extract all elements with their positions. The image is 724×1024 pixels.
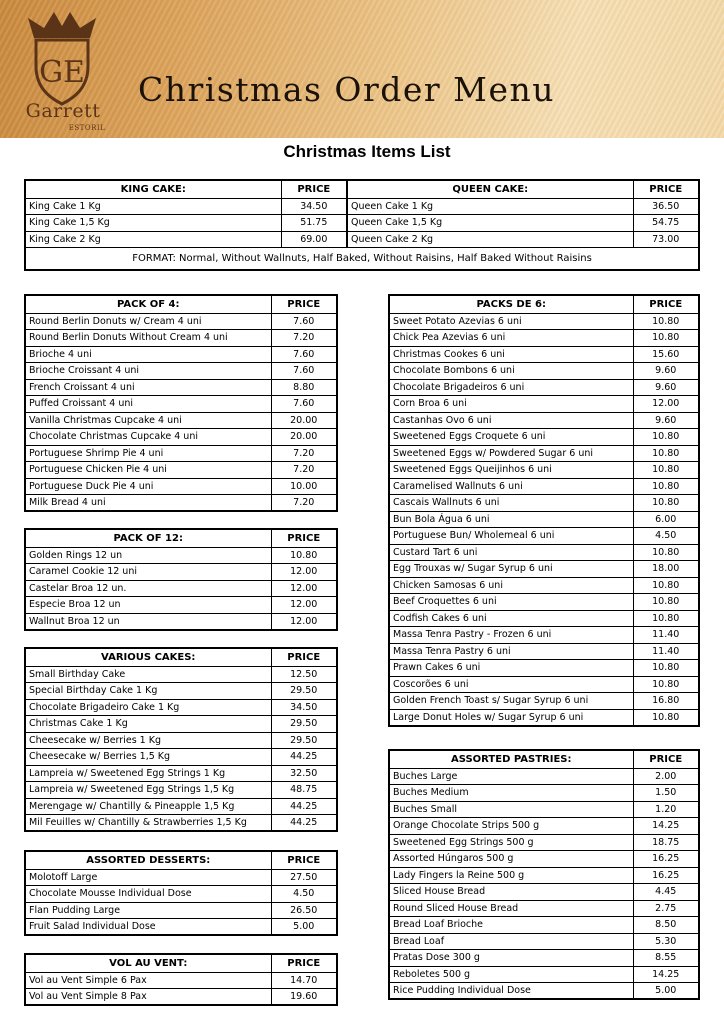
item-name: Cheesecake w/ Berries 1,5 Kg (25, 749, 271, 766)
item-price: 14.70 (271, 972, 337, 989)
item-price: 15.60 (633, 346, 699, 363)
item-price: 10.80 (633, 495, 699, 512)
table-row (25, 902, 337, 919)
item-price: 34.50 (271, 699, 337, 716)
item-price: 16.25 (633, 867, 699, 884)
item-price: 7.20 (271, 445, 337, 462)
table-row (25, 765, 337, 782)
item-name: Merengage w/ Chantilly & Pineapple 1,5 Kg (25, 798, 271, 815)
item-name: Prawn Cakes 6 uni (389, 660, 633, 677)
table-row (389, 660, 699, 677)
item-name: Sweetened Eggs Croquete 6 uni (389, 429, 633, 446)
brand-name: Garrett (25, 100, 101, 122)
item-price: 12.00 (271, 597, 337, 614)
item-price: 12.00 (271, 564, 337, 581)
pack-of-12-table (24, 528, 338, 631)
item-price: 16.25 (633, 851, 699, 868)
item-name: Cascais Wallnuts 6 uni (389, 495, 633, 512)
item-price: 12.00 (633, 396, 699, 413)
item-price: 10.80 (633, 429, 699, 446)
table-row (389, 561, 699, 578)
table-row (389, 933, 699, 950)
item-name: Pratas Dose 300 g (389, 950, 633, 967)
item-price: 27.50 (271, 869, 337, 886)
item-price: 26.50 (271, 902, 337, 919)
item-price: 7.20 (271, 462, 337, 479)
item-name: Assorted Húngaros 500 g (389, 851, 633, 868)
table-row (389, 785, 699, 802)
item-price: 10.80 (633, 594, 699, 611)
table-row (389, 379, 699, 396)
item-name: Small Birthday Cake (25, 666, 271, 683)
table-row (25, 478, 337, 495)
table-row (389, 528, 699, 545)
table-row (389, 478, 699, 495)
item-price: 7.20 (271, 330, 337, 347)
table-row (389, 643, 699, 660)
table-row (25, 231, 699, 248)
table-row (25, 547, 337, 564)
item-name: King Cake 1 Kg (25, 198, 281, 215)
item-price: 2.00 (633, 768, 699, 785)
table-row (25, 869, 337, 886)
item-price: 20.00 (271, 412, 337, 429)
item-name: King Cake 2 Kg (25, 231, 281, 248)
item-name: Chicken Samosas 6 uni (389, 577, 633, 594)
item-name: Fruit Salad Individual Dose (25, 919, 271, 936)
table-row (389, 676, 699, 693)
item-name: Chocolate Christmas Cupcake 4 uni (25, 429, 271, 446)
item-price: 7.20 (271, 495, 337, 512)
item-name: Sweet Potato Azevias 6 uni (389, 313, 633, 330)
table-row (389, 577, 699, 594)
item-price: 54.75 (633, 215, 699, 232)
table-row (25, 613, 337, 630)
item-name: Buches Large (389, 768, 633, 785)
section-header: PACKS DE 6: (389, 295, 633, 313)
table-row (25, 919, 337, 936)
table-row (25, 429, 337, 446)
item-name: Queen Cake 1,5 Kg (347, 215, 633, 232)
table-row (389, 396, 699, 413)
table-row (25, 989, 337, 1006)
table-row (389, 610, 699, 627)
item-name: Round Berlin Donuts w/ Cream 4 uni (25, 313, 271, 330)
item-price: 10.80 (633, 610, 699, 627)
item-price: 44.25 (271, 798, 337, 815)
section-header: ASSORTED DESSERTS: (25, 851, 271, 869)
item-name: Brioche 4 uni (25, 346, 271, 363)
section-header: VARIOUS CAKES: (25, 648, 271, 666)
item-price: 20.00 (271, 429, 337, 446)
item-name: Codfish Cakes 6 uni (389, 610, 633, 627)
table-row (25, 683, 337, 700)
item-name: Milk Bread 4 uni (25, 495, 271, 512)
section-header: PACK OF 4: (25, 295, 271, 313)
item-name: Coscorões 6 uni (389, 676, 633, 693)
item-price: 29.50 (271, 732, 337, 749)
pack-of-4-table (24, 294, 338, 512)
price-header: PRICE (633, 180, 699, 198)
item-price: 18.00 (633, 561, 699, 578)
item-name: Chick Pea Azevias 6 uni (389, 330, 633, 347)
item-name: King Cake 1,5 Kg (25, 215, 281, 232)
item-price: 29.50 (271, 716, 337, 733)
crown-icon (14, 8, 110, 108)
format-row (25, 248, 699, 270)
item-name: Vanilla Christmas Cupcake 4 uni (25, 412, 271, 429)
table-row (25, 412, 337, 429)
item-name: Vol au Vent Simple 8 Pax (25, 989, 271, 1006)
various-cakes-table (24, 647, 338, 832)
price-header: PRICE (271, 295, 337, 313)
item-price: 10.80 (633, 577, 699, 594)
item-price: 51.75 (281, 215, 347, 232)
item-price: 10.80 (633, 445, 699, 462)
section-header: PACK OF 12: (25, 529, 271, 547)
item-name: Chocolate Brigadeiro Cake 1 Kg (25, 699, 271, 716)
item-name: Round Sliced House Bread (389, 900, 633, 917)
table-row (25, 716, 337, 733)
item-name: Portuguese Shrimp Pie 4 uni (25, 445, 271, 462)
item-price: 5.00 (633, 983, 699, 1000)
item-price: 8.55 (633, 950, 699, 967)
table-row (389, 917, 699, 934)
item-price: 18.75 (633, 834, 699, 851)
item-name: Brioche Croissant 4 uni (25, 363, 271, 380)
item-name: Chocolate Bombons 6 uni (389, 363, 633, 380)
queen-cake-header: QUEEN CAKE: (347, 180, 633, 198)
vol-au-vent-table (24, 953, 338, 1006)
format-note: FORMAT: Normal, Without Wallnuts, Half Baked, Without Raisins, Half Baked Without Raisins (25, 248, 699, 270)
item-price: 10.80 (633, 676, 699, 693)
table-row (389, 544, 699, 561)
item-price: 48.75 (271, 782, 337, 799)
item-name: Custard Tart 6 uni (389, 544, 633, 561)
table-row (25, 198, 699, 215)
table-row (25, 699, 337, 716)
table-row (25, 666, 337, 683)
table-row (389, 462, 699, 479)
table-row (389, 594, 699, 611)
table-row (25, 732, 337, 749)
item-name: Massa Tenra Pastry 6 uni (389, 643, 633, 660)
item-name: Mil Feuilles w/ Chantilly & Strawberries 1,5 Kg (25, 815, 271, 832)
item-name: Lampreia w/ Sweetened Egg Strings 1,5 Kg (25, 782, 271, 799)
item-price: 9.60 (633, 412, 699, 429)
item-name: Buches Small (389, 801, 633, 818)
item-price: 10.80 (633, 478, 699, 495)
item-price: 5.30 (633, 933, 699, 950)
item-price: 12.00 (271, 613, 337, 630)
item-price: 11.40 (633, 643, 699, 660)
item-name: Queen Cake 2 Kg (347, 231, 633, 248)
item-price: 7.60 (271, 363, 337, 380)
item-name: Sweetened Egg Strings 500 g (389, 834, 633, 851)
section-header: VOL AU VENT: (25, 954, 271, 972)
table-row (389, 983, 699, 1000)
item-price: 10.80 (633, 544, 699, 561)
table-row (25, 798, 337, 815)
item-price: 10.80 (633, 709, 699, 726)
item-price: 4.45 (633, 884, 699, 901)
item-name: Caramelised Wallnuts 6 uni (389, 478, 633, 495)
item-name: Cheesecake w/ Berries 1 Kg (25, 732, 271, 749)
table-row (25, 396, 337, 413)
item-price: 5.00 (271, 919, 337, 936)
table-row (389, 768, 699, 785)
item-name: Portuguese Duck Pie 4 uni (25, 478, 271, 495)
table-row (389, 884, 699, 901)
item-price: 36.50 (633, 198, 699, 215)
item-name: Queen Cake 1 Kg (347, 198, 633, 215)
item-name: Massa Tenra Pastry - Frozen 6 uni (389, 627, 633, 644)
table-row (389, 495, 699, 512)
banner-title: Christmas Order Menu (138, 70, 555, 109)
item-name: Large Donut Holes w/ Sugar Syrup 6 uni (389, 709, 633, 726)
packs-of-6-table (388, 294, 700, 727)
item-name: Lady Fingers la Reine 500 g (389, 867, 633, 884)
item-name: French Croissant 4 uni (25, 379, 271, 396)
item-name: Vol au Vent Simple 6 Pax (25, 972, 271, 989)
table-row (389, 966, 699, 983)
item-price: 10.80 (633, 330, 699, 347)
item-name: Caramel Cookie 12 uni (25, 564, 271, 581)
item-price: 8.80 (271, 379, 337, 396)
item-price: 12.50 (271, 666, 337, 683)
price-header: PRICE (633, 295, 699, 313)
table-row (389, 511, 699, 528)
item-price: 10.80 (633, 462, 699, 479)
item-price: 14.25 (633, 818, 699, 835)
table-row (25, 972, 337, 989)
item-price: 2.75 (633, 900, 699, 917)
svg-text:GE: GE (39, 55, 85, 90)
item-name: Chocolate Mousse Individual Dose (25, 886, 271, 903)
item-price: 10.00 (271, 478, 337, 495)
table-row (389, 801, 699, 818)
item-name: Round Berlin Donuts Without Cream 4 uni (25, 330, 271, 347)
item-name: Special Birthday Cake 1 Kg (25, 683, 271, 700)
item-name: Castanhas Ovo 6 uni (389, 412, 633, 429)
table-row (25, 495, 337, 512)
assorted-desserts-table (24, 850, 338, 936)
table-row (389, 412, 699, 429)
item-price: 16.80 (633, 693, 699, 710)
table-row (389, 363, 699, 380)
item-name: Flan Pudding Large (25, 902, 271, 919)
price-header: PRICE (271, 648, 337, 666)
header-banner (0, 0, 724, 138)
brand-subtitle: ESTORIL (68, 124, 106, 132)
table-row (389, 950, 699, 967)
table-row (25, 782, 337, 799)
item-price: 4.50 (271, 886, 337, 903)
item-name: Puffed Croissant 4 uni (25, 396, 271, 413)
item-name: Castelar Broa 12 un. (25, 580, 271, 597)
item-price: 1.50 (633, 785, 699, 802)
item-name: Bun Bola Água 6 uni (389, 511, 633, 528)
table-row (389, 709, 699, 726)
table-row (389, 834, 699, 851)
table-row (25, 215, 699, 232)
assorted-pastries-table (388, 749, 700, 1000)
item-price: 12.00 (271, 580, 337, 597)
table-row (389, 445, 699, 462)
price-header: PRICE (271, 529, 337, 547)
table-row (389, 900, 699, 917)
king-cake-header: KING CAKE: (25, 180, 281, 198)
item-price: 8.50 (633, 917, 699, 934)
table-row (25, 363, 337, 380)
table-row (389, 346, 699, 363)
item-name: Buches Medium (389, 785, 633, 802)
item-name: Bread Loaf (389, 933, 633, 950)
table-row (25, 462, 337, 479)
item-price: 29.50 (271, 683, 337, 700)
section-header: ASSORTED PASTRIES: (389, 750, 633, 768)
item-name: Sliced House Bread (389, 884, 633, 901)
table-row (25, 313, 337, 330)
price-header: PRICE (271, 954, 337, 972)
table-row (389, 851, 699, 868)
item-name: Beef Croquettes 6 uni (389, 594, 633, 611)
item-price: 9.60 (633, 379, 699, 396)
table-row (389, 867, 699, 884)
table-row (25, 346, 337, 363)
table-row (25, 580, 337, 597)
item-price: 4.50 (633, 528, 699, 545)
item-price: 10.80 (633, 313, 699, 330)
table-row (25, 564, 337, 581)
item-price: 73.00 (633, 231, 699, 248)
item-name: Chocolate Brigadeiros 6 uni (389, 379, 633, 396)
item-name: Christmas Cake 1 Kg (25, 716, 271, 733)
table-row (25, 379, 337, 396)
item-name: Molotoff Large (25, 869, 271, 886)
item-price: 7.60 (271, 346, 337, 363)
price-header: PRICE (271, 851, 337, 869)
item-price: 14.25 (633, 966, 699, 983)
table-row (25, 445, 337, 462)
item-price: 1.20 (633, 801, 699, 818)
table-row (25, 886, 337, 903)
item-name: Wallnut Broa 12 un (25, 613, 271, 630)
table-row (25, 749, 337, 766)
item-name: Orange Chocolate Strips 500 g (389, 818, 633, 835)
table-row (25, 815, 337, 832)
item-name: Portuguese Chicken Pie 4 uni (25, 462, 271, 479)
table-row (389, 818, 699, 835)
item-price: 44.25 (271, 815, 337, 832)
king-queen-table (24, 179, 700, 271)
page-title: Christmas Items List (283, 142, 451, 161)
item-name: Portuguese Bun/ Wholemeal 6 uni (389, 528, 633, 545)
item-name: Golden French Toast s/ Sugar Syrup 6 uni (389, 693, 633, 710)
item-name: Christmas Cookes 6 uni (389, 346, 633, 363)
item-price: 6.00 (633, 511, 699, 528)
item-name: Egg Trouxas w/ Sugar Syrup 6 uni (389, 561, 633, 578)
item-name: Reboletes 500 g (389, 966, 633, 983)
item-name: Sweetened Eggs Queijinhos 6 uni (389, 462, 633, 479)
item-price: 11.40 (633, 627, 699, 644)
item-price: 34.50 (281, 198, 347, 215)
price-header: PRICE (281, 180, 347, 198)
item-price: 9.60 (633, 363, 699, 380)
item-name: Rice Pudding Individual Dose (389, 983, 633, 1000)
table-row (389, 627, 699, 644)
table-row (389, 693, 699, 710)
item-name: Lampreia w/ Sweetened Egg Strings 1 Kg (25, 765, 271, 782)
item-price: 44.25 (271, 749, 337, 766)
table-row (389, 330, 699, 347)
item-price: 32.50 (271, 765, 337, 782)
price-header: PRICE (633, 750, 699, 768)
item-price: 7.60 (271, 313, 337, 330)
item-name: Corn Broa 6 uni (389, 396, 633, 413)
item-price: 10.80 (633, 660, 699, 677)
item-price: 69.00 (281, 231, 347, 248)
item-name: Especie Broa 12 un (25, 597, 271, 614)
item-name: Bread Loaf Brioche (389, 917, 633, 934)
table-row (389, 313, 699, 330)
table-row (25, 330, 337, 347)
item-price: 7.60 (271, 396, 337, 413)
table-row (389, 429, 699, 446)
item-price: 19.60 (271, 989, 337, 1006)
item-name: Sweetened Eggs w/ Powdered Sugar 6 uni (389, 445, 633, 462)
item-name: Golden Rings 12 un (25, 547, 271, 564)
table-row (25, 597, 337, 614)
item-price: 10.80 (271, 547, 337, 564)
